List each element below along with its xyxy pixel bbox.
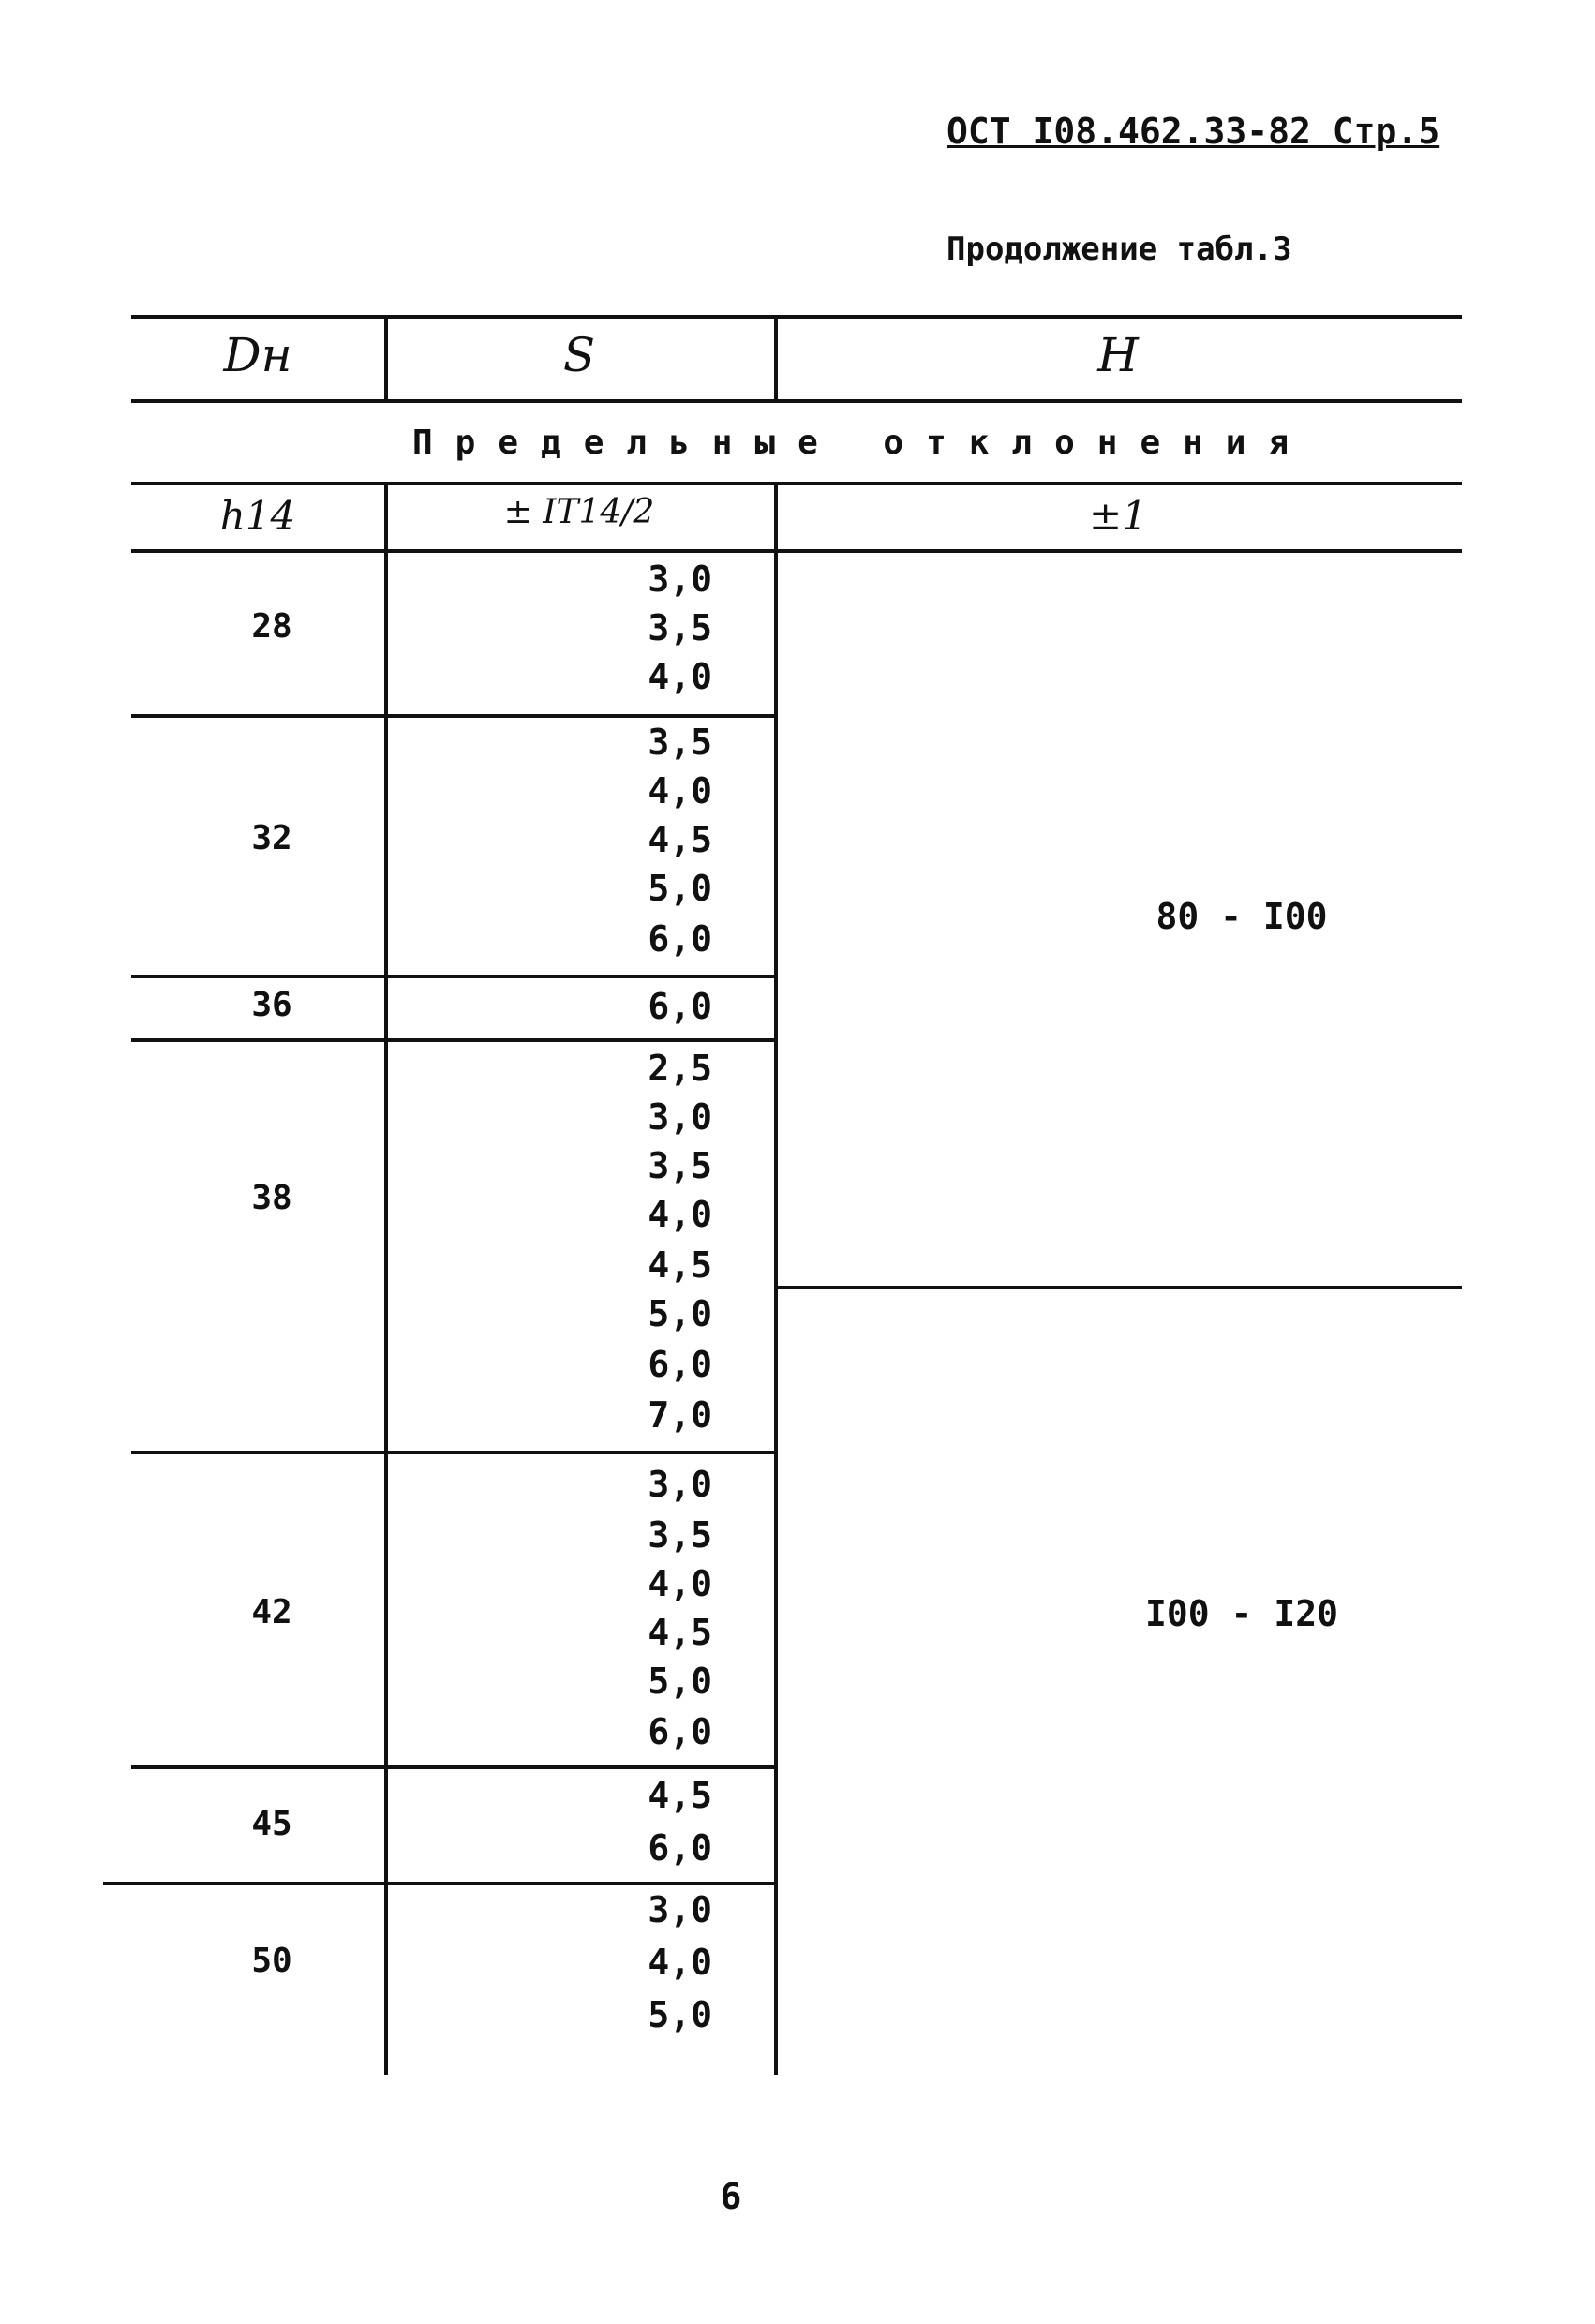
tolerance-h: ±1	[1089, 493, 1147, 539]
s-value: 4,0	[648, 1563, 712, 1604]
tolerance-rule	[131, 549, 1462, 553]
s-value: 4,0	[648, 770, 712, 812]
s-value: 4,0	[648, 1942, 712, 1983]
s-value: 6,0	[648, 918, 712, 960]
header-rule	[131, 399, 1462, 403]
dn-value: 45	[251, 1805, 292, 1843]
s-value: 3,0	[648, 559, 712, 600]
s-value: 4,5	[648, 1612, 712, 1653]
s-value: 6,0	[648, 986, 712, 1027]
s-value: 3,5	[648, 1514, 712, 1556]
group-rule	[103, 1882, 774, 1885]
header-s: S	[562, 328, 596, 382]
s-value: 3,0	[648, 1889, 712, 1930]
s-value: 5,0	[648, 1994, 712, 2035]
s-value: 4,5	[648, 1775, 712, 1816]
limit-deviations-band: Предельные отклонения	[412, 424, 1312, 462]
group-rule	[131, 714, 774, 718]
h-range-value: I00 - I20	[1145, 1593, 1338, 1634]
tolerance-s: ± IT14/2	[503, 493, 655, 531]
group-rule	[131, 1765, 774, 1769]
s-value: 3,5	[648, 722, 712, 763]
s-value: 7,0	[648, 1394, 712, 1436]
dn-value: 50	[251, 1942, 292, 1980]
group-rule	[131, 1451, 774, 1454]
table-continuation-caption: Продолжение табл.3	[947, 231, 1292, 268]
s-value: 3,0	[648, 1464, 712, 1505]
band-rule	[131, 482, 1462, 485]
s-value: 2,5	[648, 1048, 712, 1089]
s-value: 4,0	[648, 656, 712, 697]
tolerance-dn: h14	[219, 493, 296, 539]
h-range-value: 80 - I00	[1155, 896, 1328, 937]
s-value: 5,0	[648, 1293, 712, 1334]
table-top-rule	[131, 315, 1462, 319]
s-value: 5,0	[648, 868, 712, 909]
s-value: 6,0	[648, 1711, 712, 1752]
group-rule	[131, 975, 774, 978]
page-number: 6	[720, 2176, 742, 2217]
dn-value: 32	[251, 819, 292, 857]
s-value: 4,5	[648, 1244, 712, 1286]
s-value: 4,5	[648, 819, 712, 860]
header-dn: Dн	[223, 328, 292, 382]
s-value: 3,5	[648, 1145, 712, 1186]
document-reference: ОСТ I08.462.33-82 Стр.5	[947, 111, 1440, 152]
s-value: 6,0	[648, 1344, 712, 1385]
s-value: 4,0	[648, 1194, 712, 1235]
h-range-rule	[774, 1286, 1462, 1289]
s-value: 3,5	[648, 607, 712, 648]
s-value: 5,0	[648, 1661, 712, 1702]
group-rule	[131, 1038, 774, 1042]
dn-value: 36	[251, 986, 292, 1024]
dn-value: 42	[251, 1593, 292, 1631]
column-divider-2-lower	[774, 482, 778, 2075]
s-value: 3,0	[648, 1096, 712, 1138]
dn-value: 28	[251, 607, 292, 646]
header-h: H	[1097, 328, 1139, 382]
s-value: 6,0	[648, 1827, 712, 1869]
dn-value: 38	[251, 1179, 292, 1217]
